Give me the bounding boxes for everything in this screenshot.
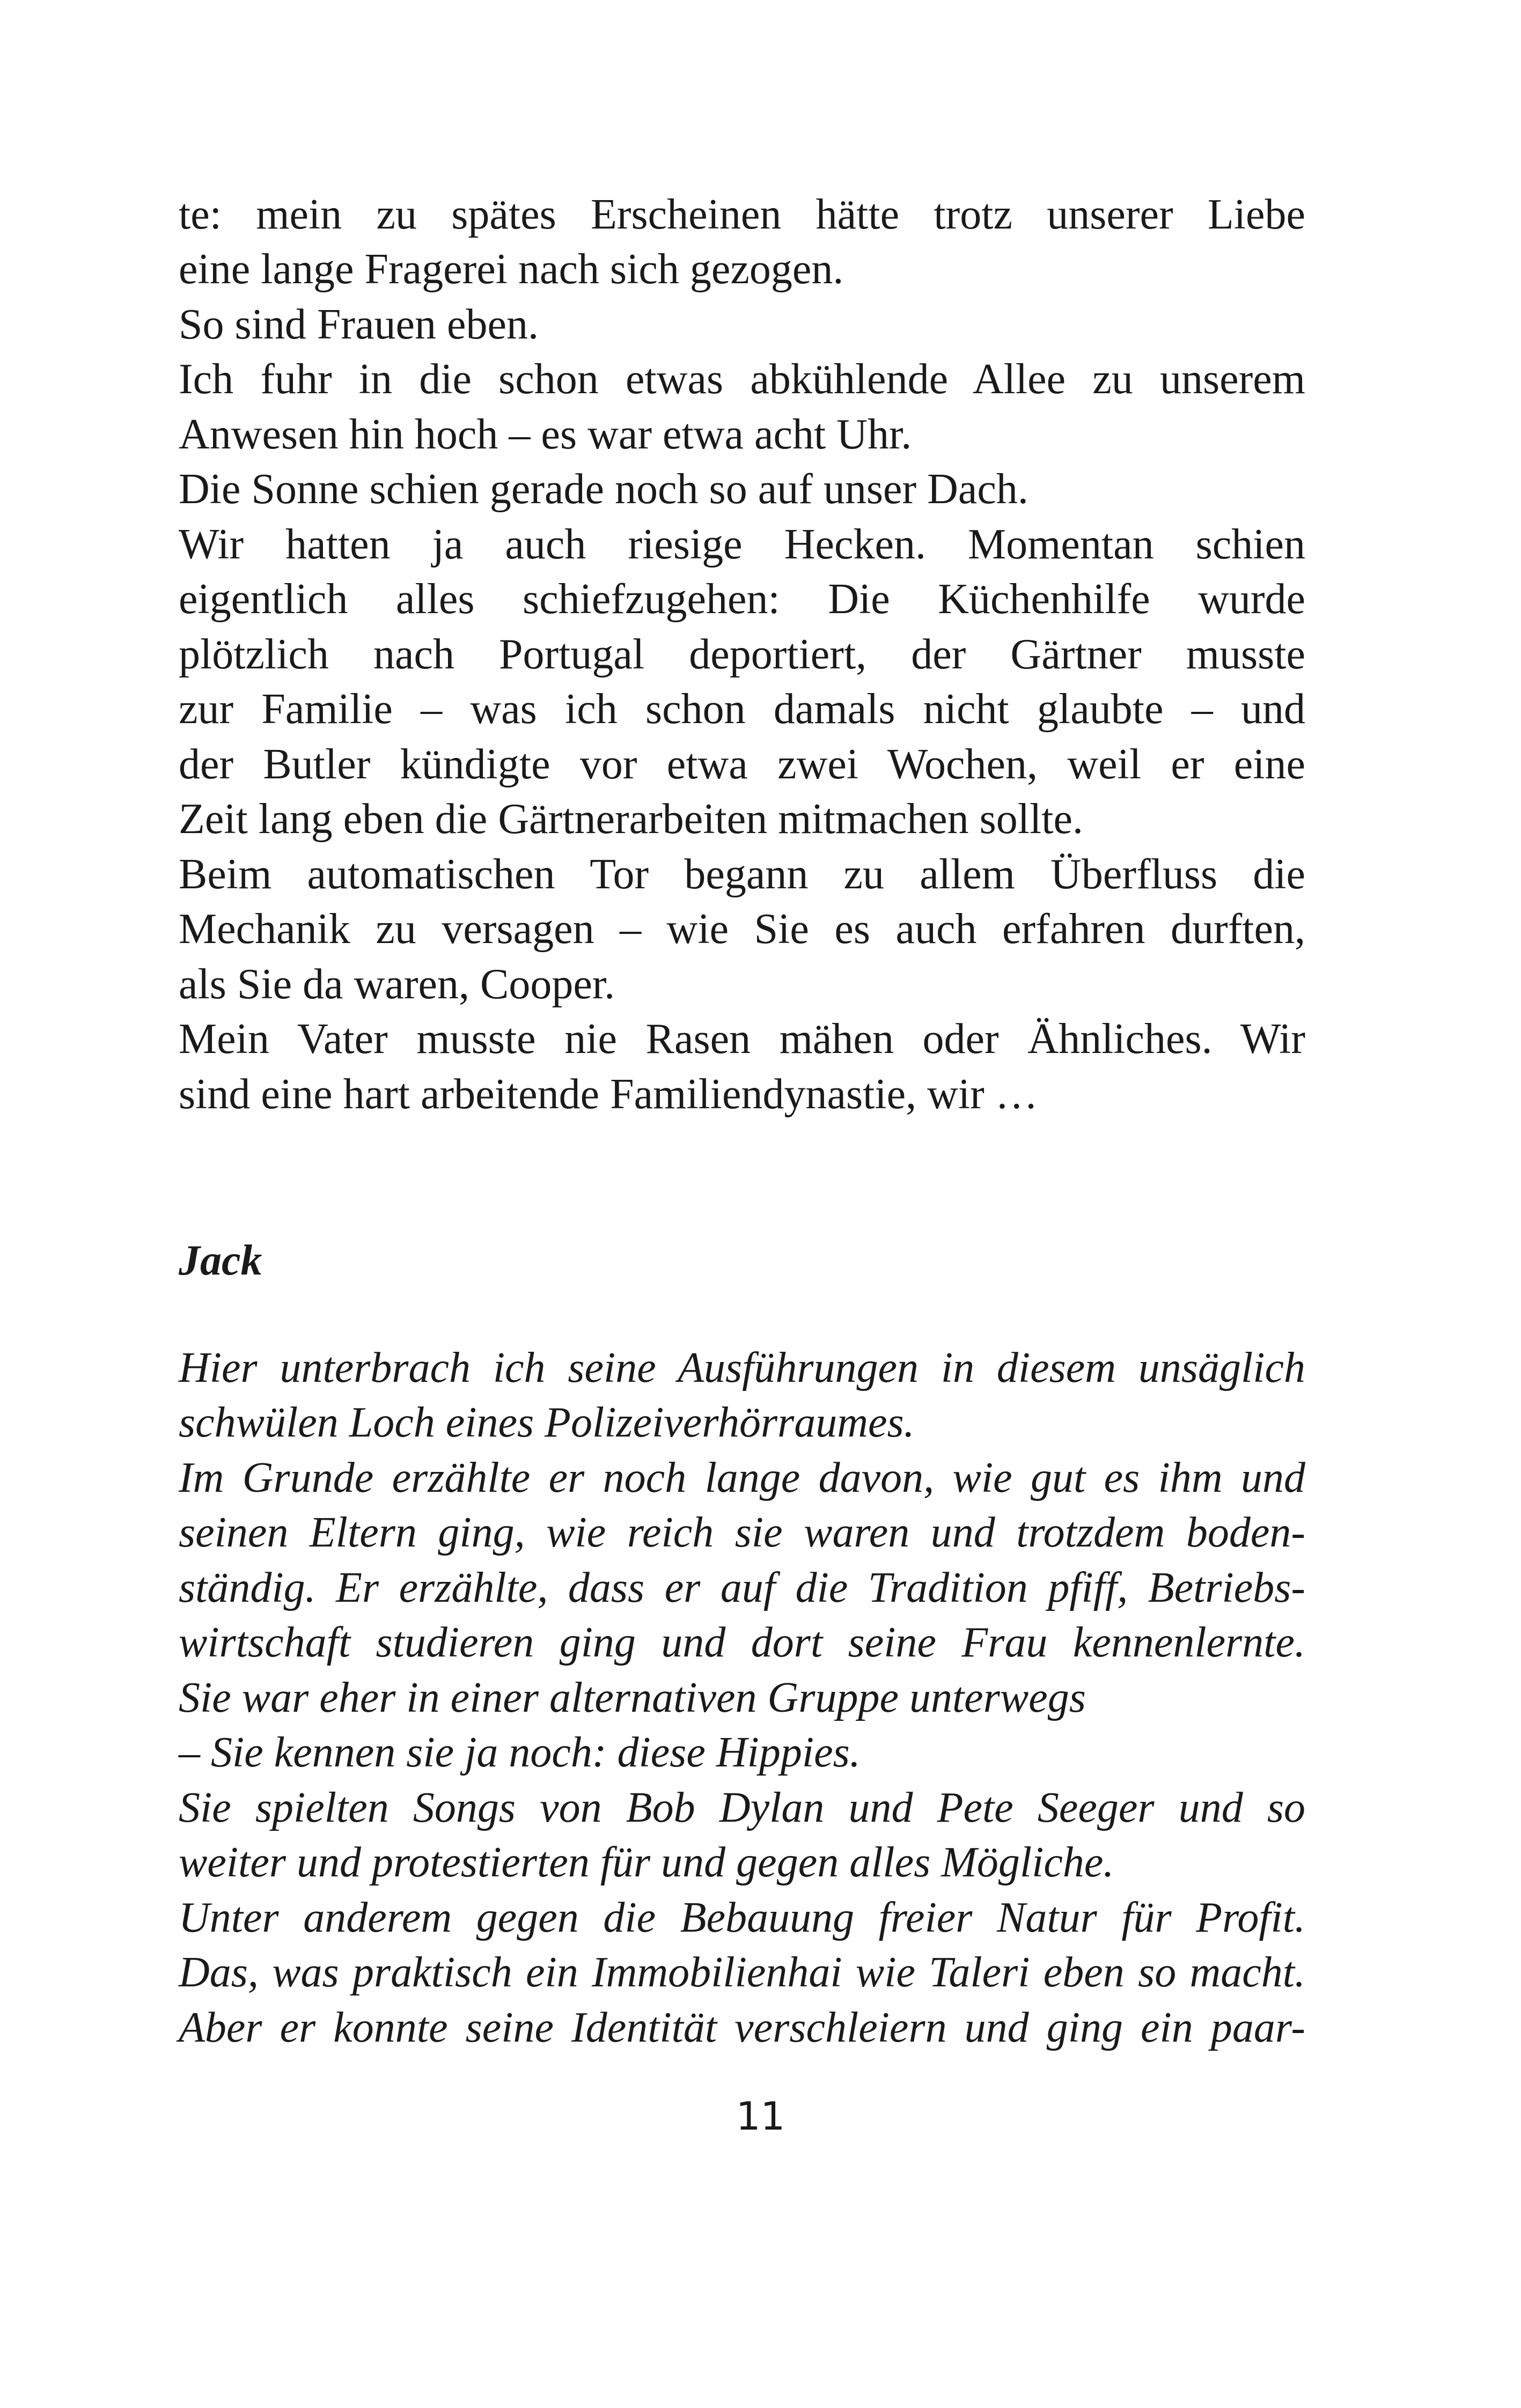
body-line: eigentlich alles schiefzugehen: Die Küchenhilfe wurde	[179, 576, 1305, 623]
italic-line: Sie war eher in einer alternativen Gruppe unterwegs	[179, 1674, 1086, 1721]
body-line: Mein Vater musste nie Rasen mähen oder Ähnliches. Wir	[179, 1015, 1305, 1063]
body-line: So sind Frauen eben.	[179, 301, 539, 348]
body-line: als Sie da waren, Cooper.	[179, 961, 615, 1008]
italic-line: seinen Eltern ging, wie reich sie waren und trotzdem boden-	[179, 1509, 1305, 1556]
italic-line: Sie spielten Songs von Bob Dylan und Pete Seeger und so	[179, 1784, 1305, 1831]
body-line: Wir hatten ja auch riesige Hecken. Momentan schien	[179, 521, 1305, 568]
body-line: eine lange Fragerei nach sich gezogen.	[179, 246, 844, 293]
body-line: Die Sonne schien gerade noch so auf unser Dach.	[179, 466, 1028, 513]
body-line: Zeit lang eben die Gärtnerarbeiten mitmachen sollte.	[179, 796, 1083, 843]
section-heading: Jack	[179, 1237, 262, 1284]
body-line: Anwesen hin hoch – es war etwa acht Uhr.	[179, 411, 912, 458]
body-line: te: mein zu spätes Erscheinen hätte trotz unserer Liebe	[179, 191, 1305, 238]
italic-line: Aber er konnte seine Identität verschleiern und ging ein paar-	[179, 2004, 1305, 2051]
body-line: zur Familie – was ich schon damals nicht glaubte – und	[179, 686, 1305, 733]
page-number: 11	[736, 2094, 785, 2139]
body-line: plötzlich nach Portugal deportiert, der Gärtner musste	[179, 631, 1305, 678]
italic-line: Im Grunde erzählte er noch lange davon, wie gut es ihm und	[179, 1454, 1305, 1501]
body-line: Mechanik zu versagen – wie Sie es auch erfahren durften,	[179, 905, 1305, 953]
body-line: Ich fuhr in die schon etwas abkühlende Allee zu unserem	[179, 356, 1305, 403]
italic-line: weiter und protestierten für und gegen alles Mögliche.	[179, 1839, 1114, 1886]
italic-line: wirtschaft studieren ging und dort seine Frau kennenlernte.	[179, 1619, 1305, 1666]
body-line: Beim automatischen Tor begann zu allem Überfluss die	[179, 851, 1305, 898]
italic-line: – Sie kennen sie ja noch: diese Hippies.	[179, 1729, 861, 1776]
italic-line: ständig. Er erzählte, dass er auf die Tradition pfiff, Betriebs-	[179, 1564, 1305, 1611]
italic-line: Hier unterbrach ich seine Ausführungen in diesem unsäglich	[179, 1344, 1305, 1391]
italic-line: Das, was praktisch ein Immobilienhai wie Taleri eben so macht.	[179, 1949, 1305, 1996]
italic-line: schwülen Loch eines Polizeiverhörraumes.	[179, 1399, 915, 1446]
italic-line: Unter anderem gegen die Bebauung freier Natur für Profit.	[179, 1894, 1305, 1941]
body-line: sind eine hart arbeitende Familiendynastie, wir …	[179, 1071, 1038, 1118]
body-line: der Butler kündigte vor etwa zwei Wochen, weil er eine	[179, 741, 1305, 788]
